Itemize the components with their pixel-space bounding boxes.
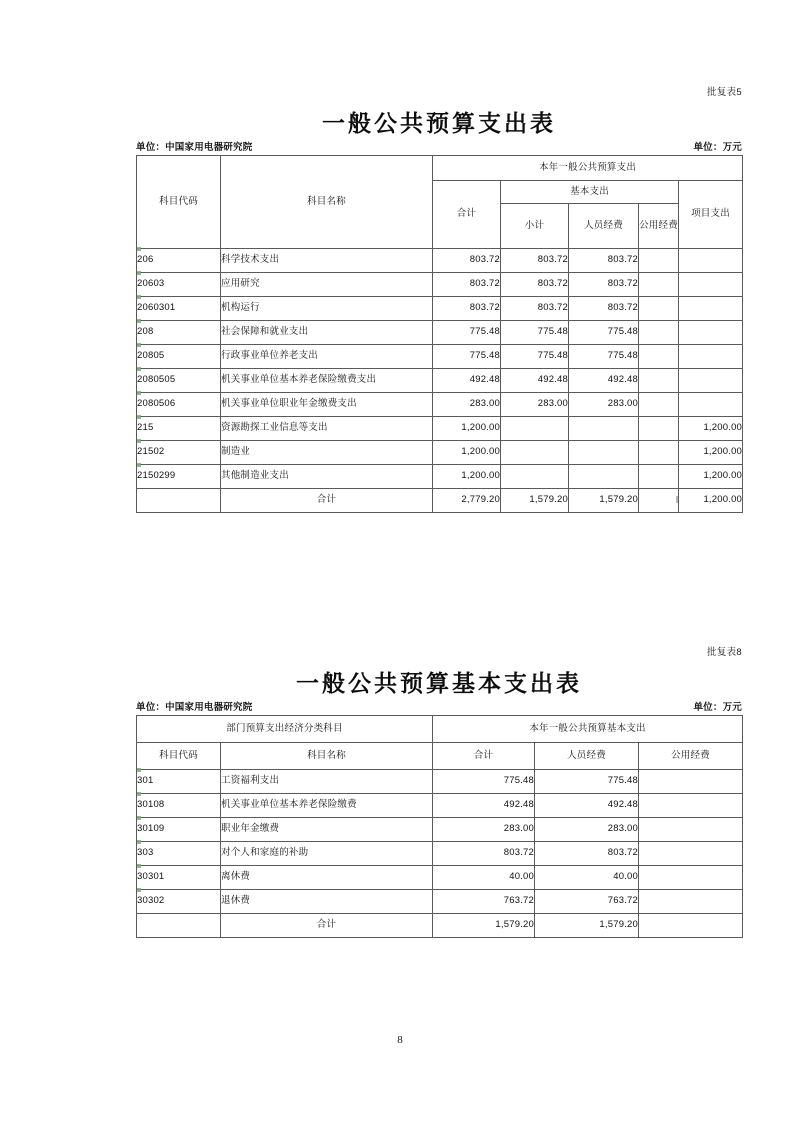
cell-total: 803.72 — [433, 273, 501, 297]
cell-public — [639, 770, 743, 794]
cell-personnel: 492.48 — [535, 794, 639, 818]
table-row — [137, 818, 743, 842]
cell-project: 1,200.00 — [679, 441, 743, 465]
total-amount-table1: 2,779.20 — [433, 489, 501, 513]
cell-project — [679, 249, 743, 273]
cell-subtotal: 803.72 — [501, 273, 569, 297]
cell-total: 40.00 — [433, 866, 535, 890]
table1-body — [137, 249, 743, 489]
table-row — [137, 441, 743, 465]
cell-name: 机构运行 — [221, 297, 433, 321]
table2-total-row — [137, 914, 743, 938]
total-code-table1 — [137, 489, 221, 513]
cell-subtotal — [501, 441, 569, 465]
cell-total: 803.72 — [433, 249, 501, 273]
cell-total: 763.72 — [433, 890, 535, 914]
total-subtotal-table1: 1,579.20 — [501, 489, 569, 513]
cell-total: 283.00 — [433, 393, 501, 417]
table2-foot — [137, 914, 743, 938]
cell-personnel: 283.00 — [535, 818, 639, 842]
table1-foot — [137, 489, 743, 513]
page-number: 8 — [397, 1034, 403, 1046]
cell-name: 社会保障和就业支出 — [221, 321, 433, 345]
cell-personnel — [569, 417, 639, 441]
cell-name: 应用研究 — [221, 273, 433, 297]
th-name-table2: 科目名称 — [221, 743, 433, 770]
cell-project — [679, 321, 743, 345]
scan-artifact — [676, 496, 678, 503]
sheet-tag-table2: 批复表8 — [707, 647, 742, 658]
th-subtotal-table1: 小计 — [501, 204, 569, 249]
total-public-funds-table2 — [639, 914, 743, 938]
page-title-table1: 一般公共预算支出表 — [322, 110, 556, 137]
cell-subtotal — [501, 465, 569, 489]
cell-name: 科学技术支出 — [221, 249, 433, 273]
table1-total-row — [137, 489, 743, 513]
cell-public — [639, 369, 679, 393]
table2-header-row-2 — [137, 743, 743, 770]
cell-name: 工资福利支出 — [221, 770, 433, 794]
cell-personnel — [569, 465, 639, 489]
table-row — [137, 273, 743, 297]
cell-public — [639, 866, 743, 890]
cell-code: 206 — [137, 249, 221, 273]
cell-total: 283.00 — [433, 818, 535, 842]
cell-personnel: 803.72 — [569, 249, 639, 273]
th-code-table2: 科目代码 — [137, 743, 221, 770]
th-project-expenditure: 项目支出 — [679, 181, 743, 249]
cell-personnel: 283.00 — [569, 393, 639, 417]
table2-header-row-1 — [137, 716, 743, 743]
cell-project — [679, 273, 743, 297]
total-label-table1: 合计 — [221, 489, 433, 513]
cell-public — [639, 393, 679, 417]
sheet-tag-table1: 批复表5 — [707, 87, 742, 98]
cell-project — [679, 297, 743, 321]
cell-code: 30108 — [137, 794, 221, 818]
cell-name: 机关事业单位基本养老保险缴费支出 — [221, 369, 433, 393]
total-project-table1: 1,200.00 — [679, 489, 743, 513]
th-current-year-basic-group: 本年一般公共预算基本支出 — [433, 716, 743, 743]
cell-project — [679, 393, 743, 417]
table-row — [137, 321, 743, 345]
total-personnel-table2: 1,579.20 — [535, 914, 639, 938]
cell-subtotal: 775.48 — [501, 321, 569, 345]
general-public-budget-expenditure-table — [136, 155, 743, 513]
cell-code: 2080506 — [137, 393, 221, 417]
th-total-table1: 合计 — [433, 181, 501, 249]
cell-code: 30109 — [137, 818, 221, 842]
cell-public — [639, 321, 679, 345]
cell-code: 215 — [137, 417, 221, 441]
cell-public — [639, 441, 679, 465]
total-amount-table2: 1,579.20 — [433, 914, 535, 938]
table-row — [137, 345, 743, 369]
table-row — [137, 794, 743, 818]
table-row — [137, 249, 743, 273]
budget-expenditure-sheet — [136, 86, 742, 513]
cell-total: 775.48 — [433, 345, 501, 369]
cell-personnel: 775.48 — [569, 345, 639, 369]
th-code-table1: 科目代码 — [137, 156, 221, 249]
cell-total: 803.72 — [433, 842, 535, 866]
cell-total: 803.72 — [433, 297, 501, 321]
cell-code: 2080505 — [137, 369, 221, 393]
table-row — [137, 417, 743, 441]
th-personnel-table1: 人员经费 — [569, 204, 639, 249]
cell-personnel: 775.48 — [535, 770, 639, 794]
cell-total: 492.48 — [433, 794, 535, 818]
cell-personnel: 775.48 — [569, 321, 639, 345]
basic-expenditure-sheet — [136, 646, 742, 938]
cell-code: 2060301 — [137, 297, 221, 321]
cell-total: 1,200.00 — [433, 441, 501, 465]
table-row — [137, 465, 743, 489]
th-public-funds-table2: 公用经费 — [639, 743, 743, 770]
cell-subtotal — [501, 417, 569, 441]
table-row — [137, 842, 743, 866]
cell-project: 1,200.00 — [679, 465, 743, 489]
th-current-year-group: 本年一般公共预算支出 — [433, 156, 743, 181]
cell-personnel: 803.72 — [569, 297, 639, 321]
cell-total: 1,200.00 — [433, 465, 501, 489]
cell-code: 20805 — [137, 345, 221, 369]
cell-code: 301 — [137, 770, 221, 794]
unit-organization-table2: 单位：中国家用电器研究院 — [136, 702, 253, 713]
cell-total: 775.48 — [433, 321, 501, 345]
cell-subtotal: 775.48 — [501, 345, 569, 369]
cell-project: 1,200.00 — [679, 417, 743, 441]
table-row — [137, 770, 743, 794]
cell-public — [639, 345, 679, 369]
cell-code: 208 — [137, 321, 221, 345]
cell-code: 303 — [137, 842, 221, 866]
cell-name: 机关事业单位基本养老保险缴费 — [221, 794, 433, 818]
th-public-funds-table1: 公用经费 — [639, 204, 679, 249]
cell-name: 其他制造业支出 — [221, 465, 433, 489]
cell-public — [639, 465, 679, 489]
cell-public — [639, 249, 679, 273]
cell-name: 资源勘探工业信息等支出 — [221, 417, 433, 441]
cell-public — [639, 890, 743, 914]
cell-subtotal: 492.48 — [501, 369, 569, 393]
cell-public — [639, 842, 743, 866]
table-row — [137, 297, 743, 321]
total-public-funds-table1 — [639, 489, 679, 513]
cell-total: 492.48 — [433, 369, 501, 393]
cell-name: 离休费 — [221, 866, 433, 890]
th-name-table1: 科目名称 — [221, 156, 433, 249]
cell-personnel: 40.00 — [535, 866, 639, 890]
cell-public — [639, 273, 679, 297]
th-personnel-table2: 人员经费 — [535, 743, 639, 770]
cell-total: 775.48 — [433, 770, 535, 794]
th-total-table2: 合计 — [433, 743, 535, 770]
unit-currency-table2: 单位：万元 — [693, 702, 742, 713]
general-public-budget-basic-expenditure-table — [136, 715, 743, 938]
cell-project — [679, 369, 743, 393]
cell-personnel: 803.72 — [535, 842, 639, 866]
cell-personnel: 803.72 — [569, 273, 639, 297]
cell-personnel — [569, 441, 639, 465]
total-code-table2 — [137, 914, 221, 938]
cell-name: 行政事业单位养老支出 — [221, 345, 433, 369]
cell-public — [639, 794, 743, 818]
cell-total: 1,200.00 — [433, 417, 501, 441]
cell-subtotal: 803.72 — [501, 297, 569, 321]
cell-subtotal: 283.00 — [501, 393, 569, 417]
cell-code: 20603 — [137, 273, 221, 297]
cell-project — [679, 345, 743, 369]
cell-code: 2150299 — [137, 465, 221, 489]
cell-name: 退休费 — [221, 890, 433, 914]
unit-organization-table1: 单位：中国家用电器研究院 — [136, 142, 253, 153]
cell-name: 职业年金缴费 — [221, 818, 433, 842]
cell-name: 制造业 — [221, 441, 433, 465]
th-department-economic-group: 部门预算支出经济分类科目 — [137, 716, 433, 743]
total-label-table2: 合计 — [221, 914, 433, 938]
sheet-meta-table1 — [136, 140, 742, 155]
cell-code: 30302 — [137, 890, 221, 914]
table-row — [137, 369, 743, 393]
sheet-meta-table2 — [136, 700, 742, 715]
unit-currency-table1: 单位：万元 — [693, 142, 742, 153]
table-row — [137, 393, 743, 417]
table2-body — [137, 770, 743, 914]
cell-personnel: 492.48 — [569, 369, 639, 393]
cell-public — [639, 297, 679, 321]
th-basic-expenditure-group: 基本支出 — [501, 181, 679, 204]
table-row — [137, 890, 743, 914]
cell-personnel: 763.72 — [535, 890, 639, 914]
table1-header-row-1 — [137, 156, 743, 181]
cell-public — [639, 818, 743, 842]
cell-name: 机关事业单位职业年金缴费支出 — [221, 393, 433, 417]
table-row — [137, 866, 743, 890]
cell-subtotal: 803.72 — [501, 249, 569, 273]
cell-name: 对个人和家庭的补助 — [221, 842, 433, 866]
page-title-table2: 一般公共预算基本支出表 — [296, 670, 582, 697]
total-personnel-table1: 1,579.20 — [569, 489, 639, 513]
cell-code: 21502 — [137, 441, 221, 465]
cell-public — [639, 417, 679, 441]
cell-code: 30301 — [137, 866, 221, 890]
